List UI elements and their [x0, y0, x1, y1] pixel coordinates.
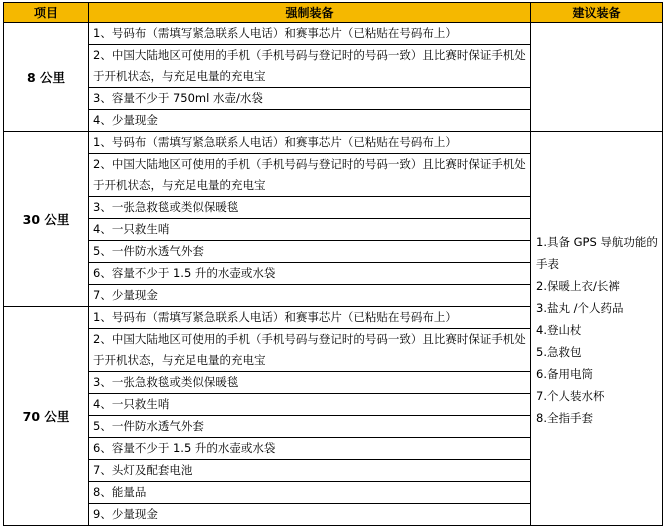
- required-item: 5、一件防水透气外套: [89, 241, 531, 263]
- suggested-equipment: [531, 132, 663, 526]
- required-item: 4、一只救生哨: [89, 394, 531, 416]
- suggested-empty-cell: [531, 23, 663, 132]
- suggested-item: 8.全指手套: [536, 410, 593, 425]
- suggested-item: 6.备用电筒: [536, 366, 593, 381]
- table-body: [4, 23, 663, 526]
- header-required: 强制装备: [89, 3, 531, 23]
- suggested-item: 2.保暖上衣/长裤: [536, 278, 620, 293]
- distance-label: 70 公里: [4, 307, 89, 526]
- table-row: [4, 23, 663, 45]
- required-item: 5、一件防水透气外套: [89, 416, 531, 438]
- suggested-item: 7.个人装水杯: [536, 388, 605, 403]
- required-item: 2、中国大陆地区可使用的手机（手机号码与登记时的号码一致）且比赛时保证手机处于开机状态，与充足电量的充电宝: [89, 329, 531, 372]
- distance-label: 30 公里: [4, 132, 89, 307]
- required-item: 7、头灯及配套电池: [89, 460, 531, 482]
- required-item: 6、容量不少于 1.5 升的水壶或水袋: [89, 263, 531, 285]
- table-row: [4, 132, 663, 154]
- required-item: 2、中国大陆地区可使用的手机（手机号码与登记时的号码一致）且比赛时保证手机处于开机状态，与充足电量的充电宝: [89, 154, 531, 197]
- required-item: 1、号码布（需填写紧急联系人电话）和赛事芯片（已粘贴在号码布上）: [89, 307, 531, 329]
- distance-label: 8 公里: [4, 23, 89, 132]
- suggested-item: 5.急救包: [536, 344, 582, 359]
- required-item: 4、一只救生哨: [89, 219, 531, 241]
- required-item: 3、容量不少于 750ml 水壶/水袋: [89, 88, 531, 110]
- suggested-item: 3.盐丸 /个人药品: [536, 300, 624, 315]
- required-item: 1、号码布（需填写紧急联系人电话）和赛事芯片（已粘贴在号码布上）: [89, 23, 531, 45]
- header-suggested: 建议装备: [531, 3, 663, 23]
- required-item: 3、一张急救毯或类似保暖毯: [89, 197, 531, 219]
- required-item: 9、少量现金: [89, 504, 531, 526]
- required-item: 4、少量现金: [89, 110, 531, 132]
- required-item: 3、一张急救毯或类似保暖毯: [89, 372, 531, 394]
- required-item: 2、中国大陆地区可使用的手机（手机号码与登记时的号码一致）且比赛时保证手机处于开机状态，与充足电量的充电宝: [89, 45, 531, 88]
- suggested-item: 1.具备 GPS 导航功能的手表: [536, 234, 658, 271]
- required-item: 7、少量现金: [89, 285, 531, 307]
- equipment-table: [3, 2, 663, 526]
- header-row: [4, 3, 663, 23]
- required-item: 1、号码布（需填写紧急联系人电话）和赛事芯片（已粘贴在号码布上）: [89, 132, 531, 154]
- required-item: 6、容量不少于 1.5 升的水壶或水袋: [89, 438, 531, 460]
- suggested-item: 4.登山杖: [536, 322, 582, 337]
- header-item: 项目: [4, 3, 89, 23]
- required-item: 8、能量品: [89, 482, 531, 504]
